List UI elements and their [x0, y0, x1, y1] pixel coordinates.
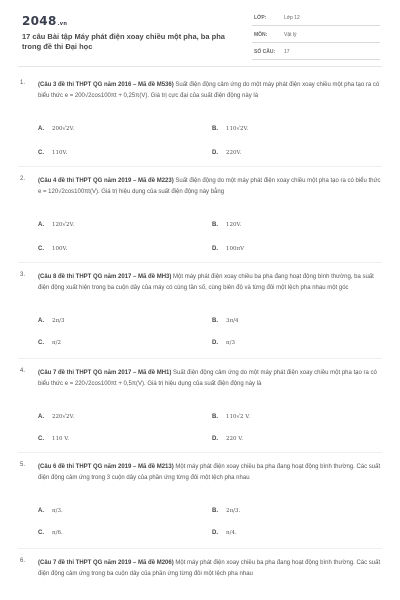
question-number: 4.: [20, 368, 26, 374]
meta-row-class: [252, 13, 380, 26]
option-text: π/4.: [226, 530, 237, 536]
option-a[interactable]: [38, 222, 74, 228]
question-text: [38, 368, 382, 390]
option-letter: A.: [38, 318, 44, 324]
question-text: [38, 558, 382, 580]
option-d[interactable]: [212, 436, 243, 442]
question-source: (Câu 7 đề thi THPT QG năm 2017 – Mã đề MH1): [38, 370, 172, 376]
meta-value: 17: [284, 49, 290, 55]
question-separator: [18, 262, 382, 263]
question-text: [38, 176, 382, 198]
option-text: 220V.: [226, 150, 242, 156]
option-text: 2π/3: [52, 318, 65, 324]
meta-value: Lớp 12: [284, 15, 300, 21]
option-text: π/3.: [52, 508, 63, 514]
question-text: [38, 462, 382, 484]
question-body: Một máy phát điện xoay chiều ba pha đang hoạt động bình thường. Các suất điện động cảm ứng trong 3 cuộn dây của phần ứng từng đôi một lệch pha nhau: [38, 464, 381, 481]
option-b[interactable]: [212, 222, 241, 228]
option-letter: A.: [38, 126, 44, 132]
meta-info: [252, 13, 380, 64]
question-number: 6.: [20, 558, 26, 564]
option-text: 2π/3.: [226, 508, 241, 514]
option-a[interactable]: [38, 508, 63, 514]
option-letter: C.: [38, 340, 44, 346]
option-b[interactable]: [212, 126, 248, 132]
option-a[interactable]: [38, 414, 74, 420]
option-c[interactable]: [38, 246, 67, 252]
question-source: (Câu 4 đề thi THPT QG năm 2019 – Mã đề M223): [38, 178, 174, 184]
question-body: Một máy phát điện xoay chiều ba pha đang hoạt động bình thường. Các suất điện động cảm ứng trong ba cuộn dây của phần ứng từng đôi một lệch pha nhau: [38, 560, 381, 577]
option-letter: B.: [212, 414, 218, 420]
option-b[interactable]: [212, 318, 238, 324]
meta-label: SỐ CÂU:: [254, 49, 276, 55]
option-letter: D.: [212, 340, 218, 346]
logo-text: 2048: [22, 14, 57, 28]
option-letter: A.: [38, 222, 44, 228]
meta-row-count: [252, 47, 380, 60]
option-text: 110√2 V.: [226, 414, 251, 420]
question-separator: [18, 452, 382, 453]
question-body: Suất điện động cảm ứng do một máy phát điện xoay chiều một pha tạo ra có biểu thức e = 200√2cos100πt + 0,25π(V). Giá trị cực đại của suất điện động này là: [38, 82, 380, 99]
option-letter: C.: [38, 530, 44, 536]
option-letter: B.: [212, 318, 218, 324]
question-text: [38, 272, 382, 294]
option-letter: B.: [212, 508, 218, 514]
option-d[interactable]: [212, 530, 237, 536]
option-text: 120V.: [226, 222, 242, 228]
option-text: 100πV: [226, 246, 245, 252]
question-source: (Câu 3 đề thi THPT QG năm 2016 – Mã đề M536): [38, 82, 174, 88]
option-c[interactable]: [38, 436, 69, 442]
option-letter: D.: [212, 530, 218, 536]
question-separator: [18, 166, 382, 167]
page-title: 17 câu Bài tập Máy phát điện xoay chiều một pha, ba pha trong đề thi Đại học: [22, 32, 225, 51]
option-text: π/2: [52, 340, 61, 346]
option-text: 120√2V.: [52, 222, 75, 228]
option-letter: B.: [212, 126, 218, 132]
option-text: 110V.: [52, 150, 68, 156]
option-text: 220 V.: [226, 436, 244, 442]
page-header: [0, 0, 400, 64]
option-letter: A.: [38, 414, 44, 420]
question-number: 5.: [20, 462, 26, 468]
question-source: (Câu 7 đề thi THPT QG năm 2019 – Mã đề M206): [38, 560, 174, 566]
question-body: Suất điện động cảm ứng do một máy phát điện xoay chiều một pha tạo ra có biểu thức e = 220√2cos100πt + 0,5π(V). Giá trị hiệu dụng của suất điện động này là: [38, 370, 377, 387]
meta-label: LỚP:: [254, 15, 267, 21]
option-b[interactable]: [212, 414, 250, 420]
option-letter: D.: [212, 150, 218, 156]
option-letter: B.: [212, 222, 218, 228]
option-text: 220√2V.: [52, 414, 75, 420]
question-number: 1.: [20, 80, 26, 86]
question-source: (Câu 6 đề thi THPT QG năm 2019 – Mã đề M213): [38, 464, 174, 470]
option-text: π/3: [226, 340, 235, 346]
option-c[interactable]: [38, 530, 63, 536]
question-text: [38, 80, 382, 102]
question-separator: [18, 358, 382, 359]
question-body: Suất điện động do một máy phát điện xoay chiều một pha tạo ra có biểu thức e = 120√2cos100πt(V). Giá trị hiệu dụng của suất điện động này bằng: [38, 178, 381, 195]
option-letter: C.: [38, 246, 44, 252]
option-d[interactable]: [212, 150, 241, 156]
question-separator: [18, 548, 382, 549]
site-logo[interactable]: [22, 14, 67, 28]
option-d[interactable]: [212, 246, 244, 252]
option-c[interactable]: [38, 150, 67, 156]
option-text: 100V.: [52, 246, 68, 252]
header-divider: [18, 66, 382, 67]
option-d[interactable]: [212, 340, 235, 346]
option-a[interactable]: [38, 318, 64, 324]
option-letter: D.: [212, 246, 218, 252]
option-c[interactable]: [38, 340, 61, 346]
question-number: 3.: [20, 272, 26, 278]
option-letter: C.: [38, 436, 44, 442]
option-letter: D.: [212, 436, 218, 442]
question-body: Một máy phát điện xoay chiều ba pha đang hoạt động bình thường, ba suất điện động xuất hiện trong ba cuộn dây của máy có cùng tần số, cùng biên độ và từng đôi một lệch pha nhau một góc: [38, 274, 374, 291]
option-text: 200√2V.: [52, 126, 75, 132]
meta-value: Vật lý: [284, 32, 297, 38]
meta-row-subject: [252, 30, 380, 43]
question-number: 2.: [20, 176, 26, 182]
option-text: 110 V.: [52, 436, 70, 442]
option-text: 110√2V.: [226, 126, 249, 132]
option-text: π/6.: [52, 530, 63, 536]
option-letter: C.: [38, 150, 44, 156]
option-a[interactable]: [38, 126, 74, 132]
option-b[interactable]: [212, 508, 240, 514]
question-source: (Câu 8 đề thi THPT QG năm 2017 – Mã đề MH3): [38, 274, 172, 280]
meta-label: MÔN:: [254, 32, 268, 38]
option-letter: A.: [38, 508, 44, 514]
option-text: 3π/4: [226, 318, 239, 324]
logo-suffix: .vn: [57, 21, 68, 27]
